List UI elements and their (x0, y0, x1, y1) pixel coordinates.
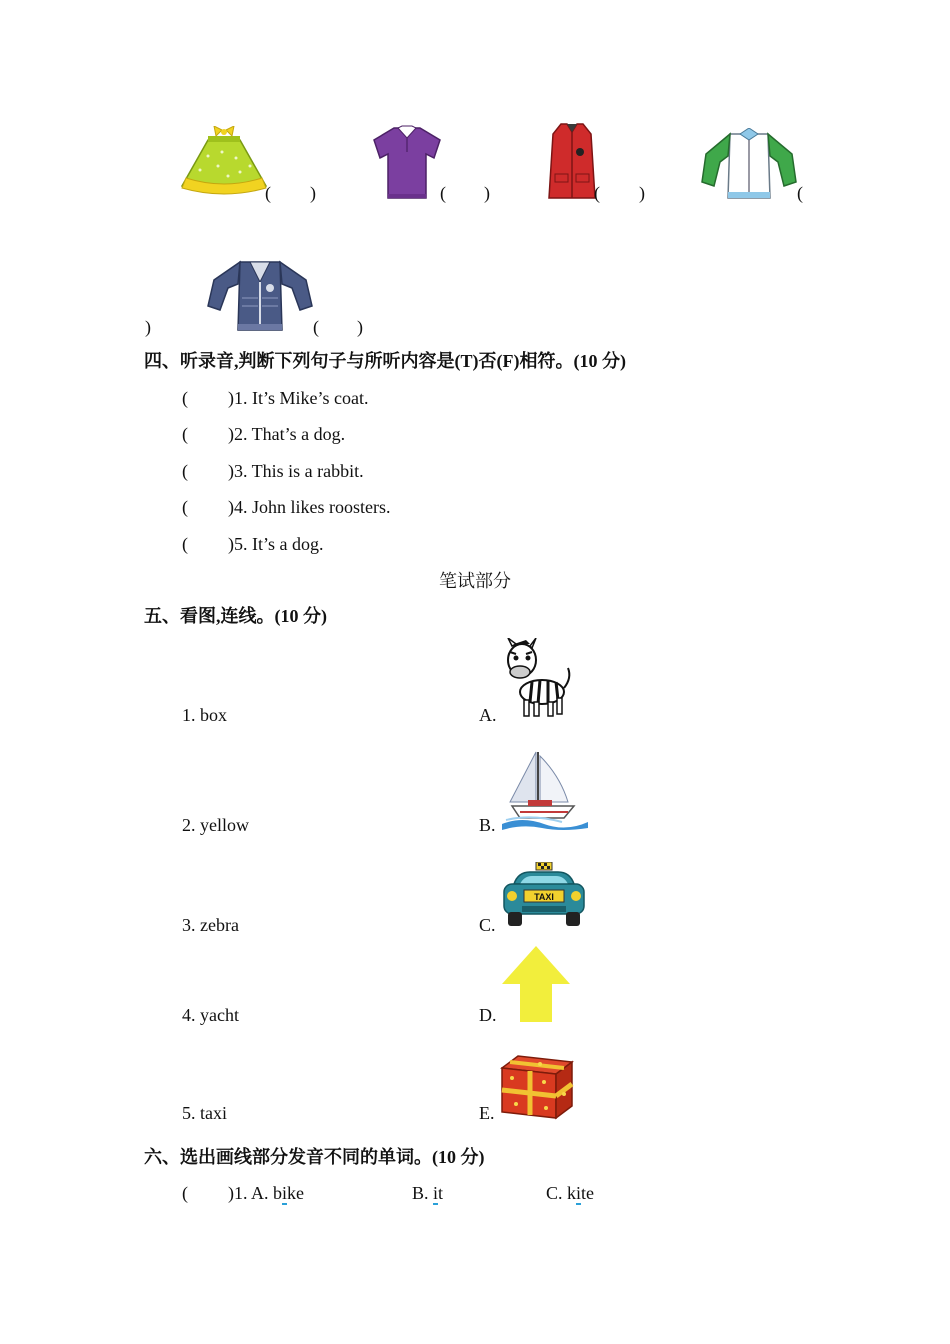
jacket-icon (700, 128, 798, 200)
list-item (182, 423, 345, 445)
taxi-icon (500, 862, 588, 930)
sentence: )2. That’s a dog. (228, 424, 346, 444)
option-label[interactable]: B. (479, 815, 496, 835)
underlined-letter: i (576, 1183, 582, 1203)
list-item (182, 533, 323, 555)
answer-blank[interactable]: ( (182, 388, 188, 408)
blank-close: ) (639, 183, 645, 203)
option-c[interactable]: C. kite (546, 1183, 595, 1203)
word-item[interactable]: 5. taxi (182, 1103, 227, 1123)
blank-close: ) (357, 317, 363, 337)
word-item[interactable]: 1. box (182, 705, 227, 725)
blank-open: ( (265, 183, 271, 203)
vest-icon (547, 122, 597, 200)
question-row (182, 1182, 304, 1204)
answer-blank[interactable]: ( (182, 424, 188, 444)
sweater-icon (206, 258, 314, 332)
blank-close: ) (484, 183, 490, 203)
taxi-sign: TAXI (534, 892, 554, 902)
list-item (182, 387, 368, 409)
option-b[interactable]: B. it (412, 1183, 444, 1203)
blank-open: ( (440, 183, 446, 203)
blank-close: ) (310, 183, 316, 203)
sentence: )5. It’s a dog. (228, 534, 324, 554)
underlined-letter: i (433, 1183, 439, 1203)
blank-open: ( (797, 183, 803, 203)
blank-close: ) (145, 317, 151, 337)
word-item[interactable]: 2. yellow (182, 815, 249, 835)
option-label[interactable]: A. (479, 705, 497, 725)
section4-title: 四、听录音,判断下列句子与所听内容是(T)否(F)相符。(10 分) (144, 351, 626, 371)
list-item (182, 460, 364, 482)
zebra-icon (502, 638, 574, 720)
section5-title: 五、看图,连线。(10 分) (144, 606, 327, 626)
sentence: )1. It’s Mike’s coat. (228, 388, 369, 408)
polo-shirt-icon (372, 124, 442, 200)
written-part-title: 笔试部分 (439, 571, 511, 591)
answer-blank[interactable]: ( (182, 534, 188, 554)
section6-title: 六、选出画线部分发音不同的单词。(10 分) (144, 1147, 485, 1167)
sentence: )3. This is a rabbit. (228, 461, 364, 481)
arrow-up-icon (500, 946, 572, 1022)
skirt-icon (178, 126, 270, 200)
list-item (182, 496, 390, 518)
sentence: )4. John likes roosters. (228, 497, 391, 517)
underlined-letter: i (282, 1183, 288, 1203)
option-label[interactable]: C. (479, 915, 496, 935)
option-label[interactable]: E. (479, 1103, 495, 1123)
answer-blank[interactable]: ( (182, 1183, 188, 1203)
blank-open: ( (313, 317, 319, 337)
answer-blank[interactable]: ( (182, 497, 188, 517)
word-item[interactable]: 3. zebra (182, 915, 239, 935)
blank-open: ( (594, 183, 600, 203)
sailboat-icon (502, 750, 588, 832)
answer-blank[interactable]: ( (182, 461, 188, 481)
option-a[interactable]: )1. A. bike (228, 1183, 305, 1203)
word-item[interactable]: 4. yacht (182, 1005, 239, 1025)
option-label[interactable]: D. (479, 1005, 497, 1025)
gift-box-icon (500, 1054, 574, 1120)
